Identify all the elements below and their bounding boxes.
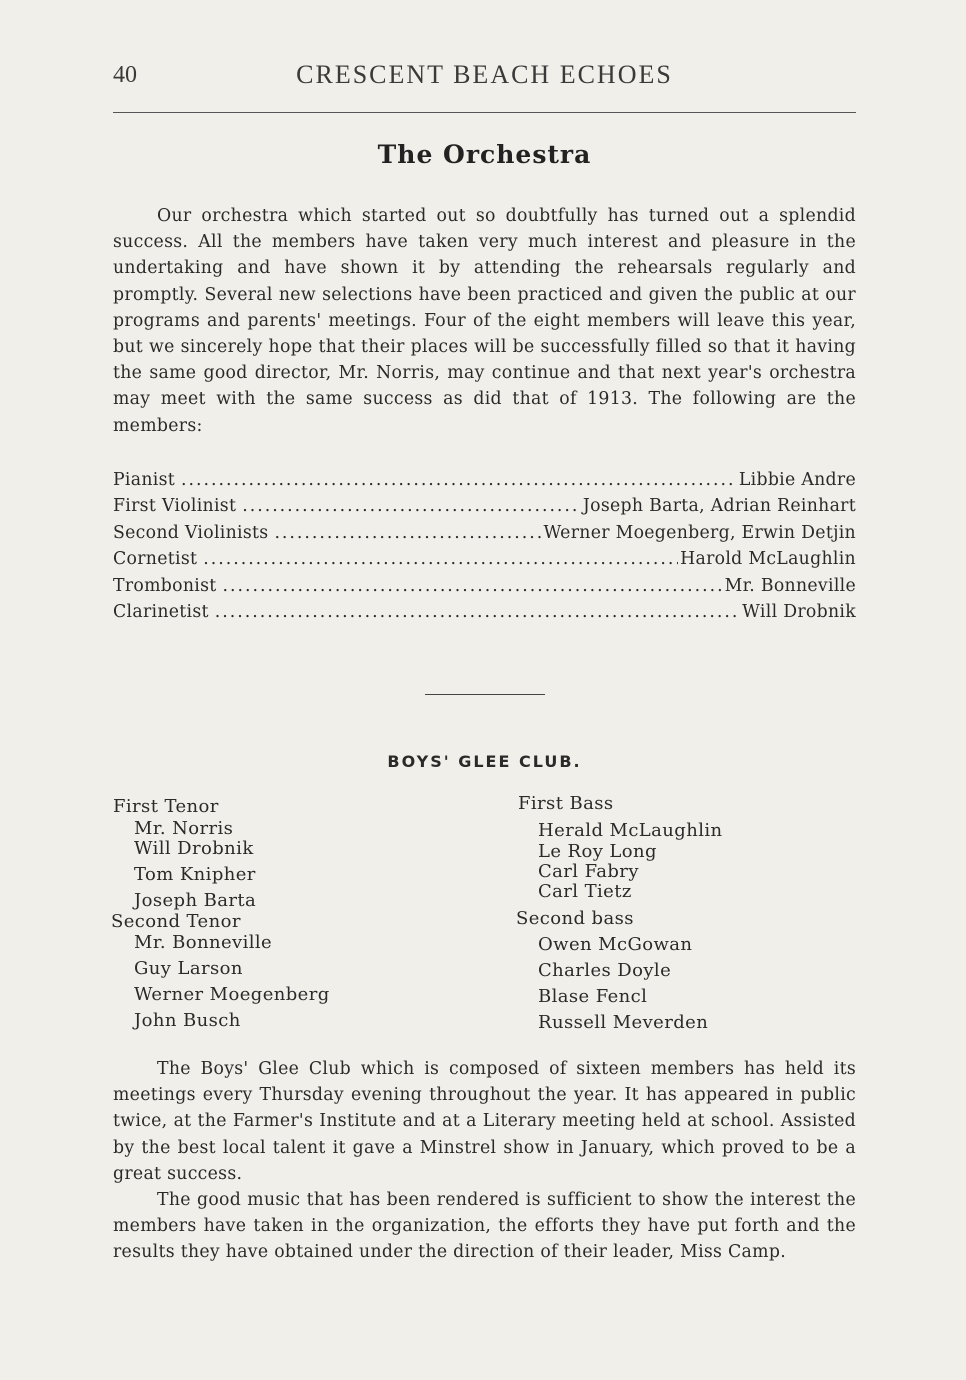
voice-member: Charles Doyle	[538, 960, 672, 981]
roster-row	[113, 470, 856, 496]
voice-heading: First Tenor	[113, 796, 219, 817]
roster-name: Werner Moegenberg, Erwin Detjin	[543, 522, 856, 543]
voice-member: Werner Moegenberg	[134, 984, 330, 1005]
voice-member: Carl Fabry	[538, 861, 639, 882]
roster-row	[113, 576, 856, 602]
roster-row	[113, 496, 856, 522]
page-number: 40	[113, 62, 137, 88]
voice-member: Owen McGowan	[538, 934, 693, 955]
voice-heading: Second Tenor	[111, 911, 241, 932]
orchestra-roster	[113, 470, 856, 628]
roster-role: Trombonist	[113, 575, 217, 596]
voice-member: Carl Tietz	[538, 881, 632, 902]
dot-leader	[242, 496, 581, 516]
roster-row	[113, 549, 856, 575]
roster-role: Second Violinists	[113, 522, 269, 543]
roster-role: Clarinetist	[113, 601, 209, 622]
dot-leader	[223, 576, 723, 596]
roster-name: Joseph Barta, Adrian Reinhart	[582, 496, 856, 517]
roster-row	[113, 523, 856, 549]
dot-leader	[181, 470, 737, 490]
journal-title: CRESCENT BEACH ECHOES	[296, 60, 673, 89]
voice-member: Mr. Norris	[134, 818, 234, 839]
dot-leader	[203, 549, 678, 569]
voice-member: Russell Meverden	[538, 1012, 709, 1033]
section-divider	[425, 694, 545, 695]
voice-member: Guy Larson	[134, 958, 243, 979]
header-rule	[113, 112, 856, 113]
voice-member: John Busch	[134, 1010, 241, 1031]
dot-leader	[274, 523, 541, 543]
voice-member: Tom Knipher	[134, 864, 256, 885]
glee-club-paragraph: The Boys' Glee Club which is composed of sixteen members has held its meetings every Thursday evening throughout the year. It has appeared in public twice, at the Farmer's Institute and at a Literary meeting held at school. Assisted by the best local talent it gave a Minstrel show in January, which proved to be a great success.	[113, 1059, 856, 1184]
voice-member: Will Drobnik	[134, 838, 254, 859]
voice-member: Herald McLaughlin	[538, 820, 723, 841]
roster-name: Will Drobnik	[742, 601, 856, 622]
voice-member: Le Roy Long	[538, 841, 657, 862]
orchestra-title: The Orchestra	[377, 140, 592, 169]
orchestra-paragraph: Our orchestra which started out so doubtfully has turned out a splendid success. All the members have taken very much interest and pleasure in the undertaking and have shown it by attending the rehearsals regularly and promptly. Several new selections have been practiced and given the public at our programs and parents' meetings. Four of the eight members will leave this year, but we sincerely hope that their places will be successfully filled so that it having the same good director, Mr. Norris, may continue and that next year's orchestra may meet with the same success as did that of 1913. The following are the members:	[113, 206, 856, 436]
running-head	[113, 58, 856, 98]
voice-heading: First Bass	[518, 793, 614, 814]
voice-member: Mr. Bonneville	[134, 932, 273, 953]
roster-role: Cornetist	[113, 549, 198, 570]
voice-heading: Second bass	[516, 908, 634, 929]
roster-name: Libbie Andre	[738, 470, 856, 490]
voice-member: Blase Fencl	[538, 986, 648, 1007]
glee-club-paragraph: The good music that has been rendered is sufficient to show the interest the members have taken in the organization, the efforts they have put forth and the results they have obtained under the direction of their leader, Miss Camp.	[113, 1190, 856, 1263]
glee-club-title: BOYS' GLEE CLUB.	[387, 752, 582, 771]
roster-row	[113, 602, 856, 628]
roster-role: First Violinist	[113, 496, 237, 517]
voice-member: Joseph Barta	[134, 890, 257, 911]
roster-name: Mr. Bonneville	[724, 575, 856, 596]
roster-name: Harold McLaughlin	[680, 549, 856, 570]
dot-leader	[215, 602, 740, 622]
roster-role: Pianist	[113, 470, 176, 490]
